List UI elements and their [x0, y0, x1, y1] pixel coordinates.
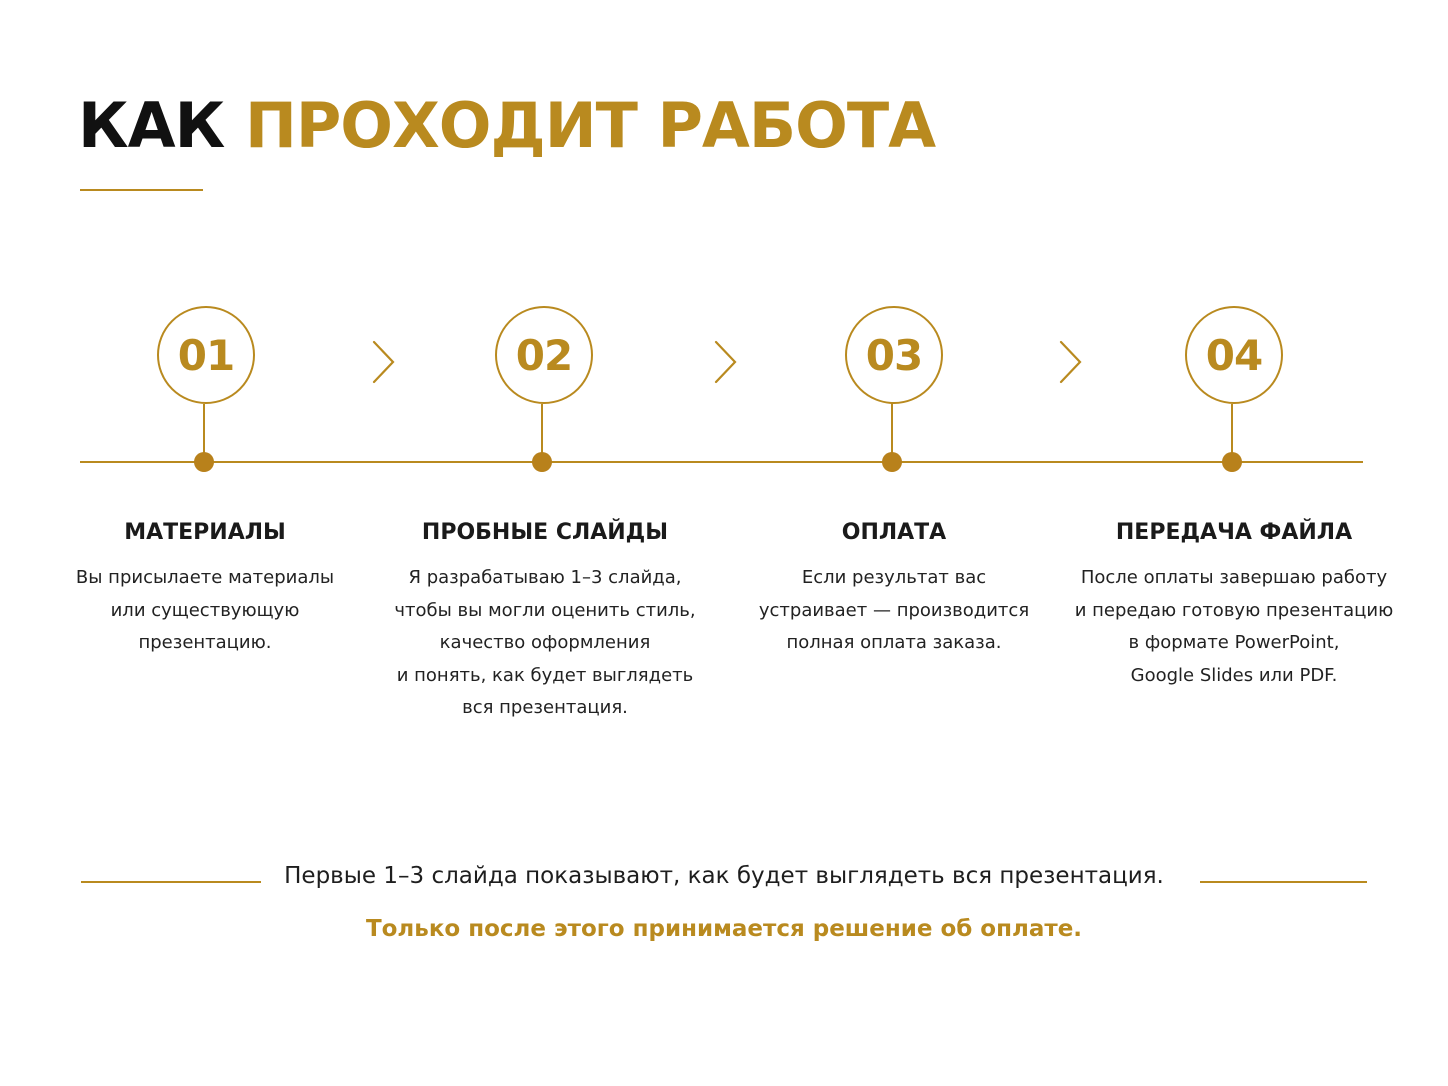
- step-4-stem: [1231, 404, 1233, 456]
- step-3-heading: ОПЛАТА: [841, 520, 947, 545]
- step-2-number: 02: [515, 330, 573, 380]
- step-3-description-line: Если результат вас: [801, 567, 987, 588]
- note-accent-text: Только после этого принимается решение об оплате.: [365, 916, 1083, 942]
- page-title: [78, 88, 935, 164]
- step-2-description-line: качество оформления: [439, 632, 651, 653]
- chevron-right-icon: [1058, 340, 1084, 384]
- step-3-description: [724, 562, 1064, 660]
- step-4-heading: ПЕРЕДАЧА ФАЙЛА: [1115, 520, 1353, 545]
- step-4-description-line: После оплаты завершаю работу: [1080, 567, 1388, 588]
- step-2-description-line: чтобы вы могли оценить стиль,: [394, 599, 696, 621]
- step-2-description-line: и понять, как будет выглядеть: [396, 664, 694, 686]
- page-title-dark: КАК: [78, 89, 225, 162]
- step-3-number: 03: [865, 330, 923, 380]
- note-primary-text: Первые 1–3 слайда показывают, как будет выглядеть вся презентация.: [284, 863, 1164, 889]
- step-3-description-line: устраивает — производится: [758, 599, 1030, 621]
- step-3-stem: [891, 404, 893, 456]
- step-1-text: [35, 516, 375, 660]
- step-2-stem: [541, 404, 543, 456]
- step-4-description-line: и передаю готовую презентацию: [1074, 599, 1394, 621]
- step-4-description: [1064, 562, 1404, 692]
- step-4-text: [1064, 516, 1404, 692]
- step-1-description-line: Вы присылаете материалы: [75, 567, 335, 588]
- step-4-dot: [1222, 452, 1242, 472]
- step-1-circle: [157, 306, 255, 404]
- chevron-right-icon: [371, 340, 397, 384]
- step-2-circle: [495, 306, 593, 404]
- step-1-stem: [203, 404, 205, 456]
- step-2-text: [375, 516, 715, 725]
- step-1-description-line: презентацию.: [138, 632, 272, 653]
- step-1-heading: МАТЕРИАЛЫ: [124, 520, 286, 545]
- step-4-number: 04: [1205, 330, 1263, 380]
- step-4-description-line: в формате PowerPoint,: [1128, 632, 1340, 653]
- step-2-description-line: Я разрабатываю 1–3 слайда,: [408, 567, 682, 588]
- step-3-description-line: полная оплата заказа.: [786, 632, 1002, 653]
- step-2-dot: [532, 452, 552, 472]
- step-1-dot: [194, 452, 214, 472]
- timeline-line: [80, 461, 1363, 463]
- step-3-dot: [882, 452, 902, 472]
- step-3-circle: [845, 306, 943, 404]
- step-1-description: [35, 562, 375, 660]
- step-1-number: 01: [177, 330, 235, 380]
- step-4-description-line: Google Slides или PDF.: [1130, 664, 1338, 686]
- step-2-heading: ПРОБНЫЕ СЛАЙДЫ: [421, 520, 669, 545]
- chevron-right-icon: [713, 340, 739, 384]
- step-4-circle: [1185, 306, 1283, 404]
- title-underline: [80, 189, 203, 191]
- step-3-text: [724, 516, 1064, 660]
- step-1-description-line: или существующую: [110, 599, 300, 621]
- step-2-description-line: вся презентация.: [462, 697, 628, 718]
- step-2-description: [375, 562, 715, 725]
- page-title-accent: ПРОХОДИТ РАБОТА: [244, 89, 936, 162]
